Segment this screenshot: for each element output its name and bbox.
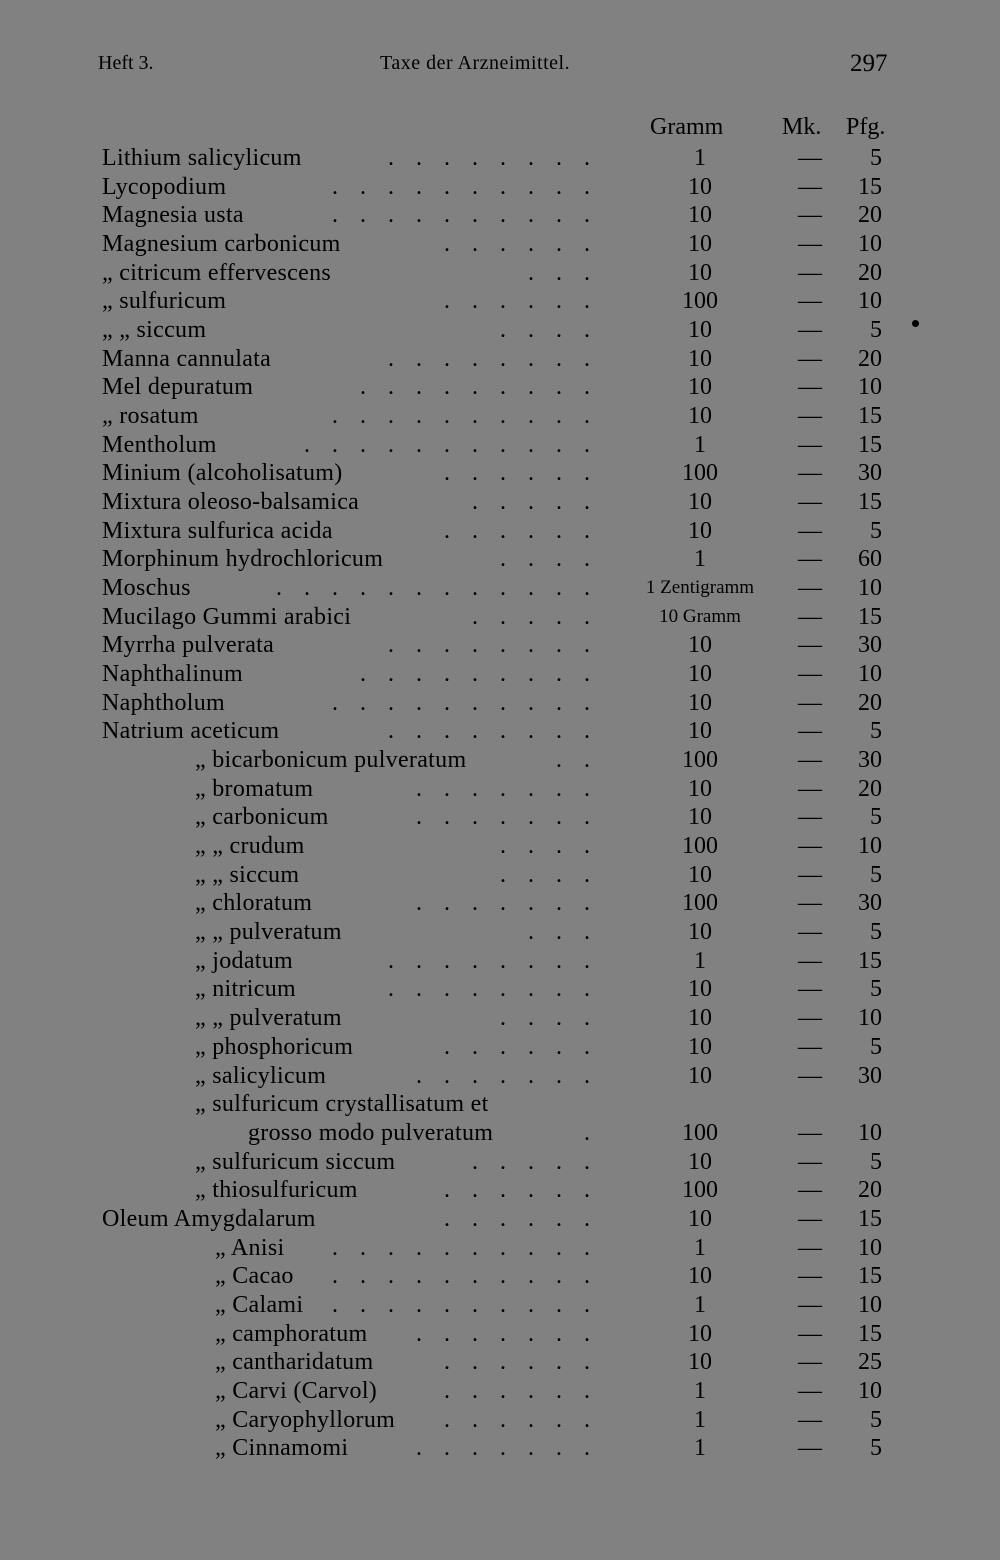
price-table [0, 114, 1000, 1463]
item-name: „ „ siccum [102, 317, 207, 344]
dot-leader: . . . . . . [444, 1205, 598, 1232]
table-row [0, 631, 1000, 660]
item-name: „ camphoratum [215, 1320, 368, 1347]
quantity-cell: 10 [688, 919, 712, 946]
dot-leader: . . . . . . [444, 517, 598, 544]
quantity-cell: 10 [688, 202, 712, 229]
mark-cell: — [798, 1119, 822, 1146]
item-name: „ „ pulveratum [195, 919, 342, 946]
item-name: „ salicylicum [195, 1062, 327, 1089]
pfennig-cell: 10 [858, 288, 882, 315]
table-row [0, 173, 1000, 202]
quantity-cell: 10 [688, 718, 712, 745]
mark-cell: — [798, 517, 822, 544]
mark-cell: — [798, 804, 822, 831]
mark-cell: — [798, 976, 822, 1003]
table-row [0, 918, 1000, 947]
item-name: Lithium salicylicum [102, 145, 302, 171]
item-name: „ bromatum [195, 775, 314, 802]
mark-cell: — [798, 689, 822, 716]
pfennig-cell: 5 [870, 861, 882, 888]
pfennig-cell: 5 [870, 517, 882, 544]
dot-leader: . . . . . . . . . . [332, 1291, 598, 1318]
quantity-cell: 10 [688, 1349, 712, 1376]
mark-cell: — [798, 546, 822, 573]
quantity-cell: 10 [688, 661, 712, 688]
dot-leader: . . . . . . . [416, 1062, 598, 1089]
mark-cell: — [798, 173, 822, 200]
pfennig-cell: 5 [870, 1148, 882, 1175]
pfennig-cell: 5 [870, 804, 882, 831]
pfennig-cell: 10 [858, 833, 882, 860]
dot-leader: . . . . . . [444, 1406, 598, 1433]
table-row [0, 431, 1000, 460]
mark-cell: — [798, 1377, 822, 1404]
mark-cell: — [798, 202, 822, 229]
pfennig-cell: 60 [858, 546, 882, 573]
mark-cell: — [798, 947, 822, 974]
issue-label: Heft 3. [98, 52, 154, 74]
table-row [0, 1205, 1000, 1234]
quantity-cell: 10 [688, 689, 712, 716]
mark-cell: — [798, 431, 822, 458]
item-name: „ Caryophyllorum [215, 1406, 396, 1433]
item-name: Myrrha pulverata [102, 632, 275, 659]
pfennig-cell: 10 [858, 1291, 882, 1318]
item-name: „ cantharidatum [215, 1349, 374, 1376]
pfennig-cell: 15 [858, 173, 882, 200]
pfennig-cell: 5 [870, 1406, 882, 1433]
pfennig-cell: 25 [858, 1349, 882, 1376]
column-header-gramm: Gramm [650, 114, 724, 140]
quantity-cell: 10 [688, 231, 712, 258]
dot-leader: . . . . [500, 1005, 598, 1032]
dot-leader: . . . . . . . . [388, 632, 598, 659]
item-name: „ sulfuricum crystallisatum et [195, 1091, 489, 1118]
dot-leader: . . . . . . [444, 288, 598, 315]
item-name: Manna cannulata [102, 345, 272, 372]
running-title: Taxe der Arzneimittel. [380, 52, 571, 74]
item-name: „ „ crudum [195, 833, 305, 860]
pfennig-cell: 10 [858, 1377, 882, 1404]
table-row [0, 803, 1000, 832]
pfennig-cell: 10 [858, 1005, 882, 1032]
dot-leader: . . . . [500, 861, 598, 888]
item-name: grosso modo pulveratum [248, 1119, 494, 1146]
dot-leader: . . . . . . . . . . . [304, 431, 598, 458]
quantity-cell: 1 [694, 1406, 706, 1433]
dot-leader: . . . . . . [444, 1377, 598, 1404]
table-row [0, 574, 1000, 603]
pfennig-cell: 20 [858, 775, 882, 802]
table-row [0, 1148, 1000, 1177]
pfennig-cell: 10 [858, 575, 882, 602]
mark-cell: — [798, 1062, 822, 1089]
mark-cell: — [798, 259, 822, 286]
item-name: Mentholum [102, 431, 217, 458]
item-name: „ chloratum [195, 890, 313, 917]
item-name: Oleum Amygdalarum [102, 1205, 316, 1232]
table-row [0, 345, 1000, 374]
table-row [0, 1090, 1000, 1119]
mark-cell: — [798, 1263, 822, 1290]
item-name: „ sulfuricum [102, 288, 227, 315]
table-row [0, 1320, 1000, 1349]
dot-leader: . . . . . . [444, 1349, 598, 1376]
mark-cell: — [798, 890, 822, 917]
dot-leader: . . . . . . [444, 1033, 598, 1060]
quantity-cell: 10 [688, 804, 712, 831]
quantity-cell: 1 [694, 1234, 706, 1261]
pfennig-cell: 10 [858, 1234, 882, 1261]
pfennig-cell: 5 [870, 919, 882, 946]
pfennig-cell: 5 [870, 1033, 882, 1060]
item-name: „ jodatum [195, 947, 294, 974]
item-name: „ rosatum [102, 403, 199, 430]
table-row [0, 287, 1000, 316]
pfennig-cell: 20 [858, 1177, 882, 1204]
item-name: Mucilago Gummi arabici [102, 603, 352, 630]
quantity-cell: 10 [688, 1263, 712, 1290]
quantity-cell: 100 [682, 747, 718, 774]
item-name: „ Carvi (Carvol) [215, 1377, 378, 1404]
item-name: Mixtura oleoso-balsamica [102, 489, 360, 516]
pfennig-cell: 30 [858, 890, 882, 917]
pfennig-cell: 5 [870, 976, 882, 1003]
quantity-cell: 10 [688, 173, 712, 200]
quantity-cell: 100 [682, 288, 718, 315]
item-name: „ Cinnamomi [215, 1435, 349, 1462]
table-row [0, 1348, 1000, 1377]
mark-cell: — [798, 1177, 822, 1204]
quantity-cell: 10 [688, 976, 712, 1003]
pfennig-cell: 15 [858, 603, 882, 630]
quantity-cell: 10 Gramm [659, 605, 741, 627]
quantity-cell: 1 Zentigramm [645, 577, 755, 599]
table-row [0, 603, 1000, 632]
item-name: „ phosphoricum [195, 1033, 354, 1060]
mark-cell: — [798, 919, 822, 946]
item-name: Lycopodium [102, 173, 227, 200]
dot-leader: . . . . . . [444, 1177, 598, 1204]
table-row [0, 947, 1000, 976]
mark-cell: — [798, 833, 822, 860]
pfennig-cell: 15 [858, 1205, 882, 1232]
pfennig-cell: 10 [858, 661, 882, 688]
table-row [0, 201, 1000, 230]
table-row [0, 545, 1000, 574]
quantity-cell: 10 [688, 1033, 712, 1060]
item-name: „ carbonicum [195, 804, 329, 831]
mark-cell: — [798, 1033, 822, 1060]
item-name: „ „ siccum [195, 861, 300, 888]
table-row [0, 1291, 1000, 1320]
item-name: Moschus [102, 575, 191, 602]
pfennig-cell: 10 [858, 374, 882, 401]
dot-leader: . . . . . [472, 1148, 598, 1175]
column-header-mk: Mk. [782, 114, 822, 140]
mark-cell: — [798, 317, 822, 344]
mark-cell: — [798, 775, 822, 802]
table-row [0, 975, 1000, 1004]
table-row [0, 889, 1000, 918]
pfennig-cell: 15 [858, 1263, 882, 1290]
item-name: Naphthalinum [102, 661, 243, 688]
pfennig-cell: 15 [858, 947, 882, 974]
mark-cell: — [798, 403, 822, 430]
pfennig-cell: 15 [858, 431, 882, 458]
quantity-cell: 10 [688, 632, 712, 659]
dot-leader: . . . . . . . . [388, 718, 598, 745]
quantity-cell: 1 [694, 1291, 706, 1318]
dot-leader: . . . . . . . [416, 1435, 598, 1462]
mark-cell: — [798, 288, 822, 315]
quantity-cell: 10 [688, 259, 712, 286]
table-row [0, 832, 1000, 861]
table-row [0, 1406, 1000, 1435]
table-row [0, 717, 1000, 746]
table-row [0, 459, 1000, 488]
quantity-cell: 10 [688, 1205, 712, 1232]
table-row [0, 259, 1000, 288]
item-name: Mixtura sulfurica acida [102, 517, 333, 544]
item-name: Minium (alcoholisatum) [102, 460, 343, 487]
table-row [0, 689, 1000, 718]
quantity-cell: 1 [694, 947, 706, 974]
quantity-cell: 1 [694, 1377, 706, 1404]
pfennig-cell: 30 [858, 747, 882, 774]
table-row [0, 775, 1000, 804]
quantity-cell: 10 [688, 317, 712, 344]
pfennig-cell: 30 [858, 1062, 882, 1089]
dot-leader: . . . . . . . . . . [332, 689, 598, 716]
pfennig-cell: 20 [858, 259, 882, 286]
dot-leader: . . . . . . . . . . [332, 1263, 598, 1290]
quantity-cell: 10 [688, 489, 712, 516]
item-name: „ Cacao [215, 1263, 294, 1290]
item-name: Naphtholum [102, 689, 225, 716]
mark-cell: — [798, 1148, 822, 1175]
quantity-cell: 1 [694, 546, 706, 573]
dot-leader: . . . . . . . [416, 1320, 598, 1347]
item-name: „ sulfuricum siccum [195, 1148, 396, 1175]
table-row [0, 660, 1000, 689]
table-row [0, 1176, 1000, 1205]
table-row [0, 746, 1000, 775]
dot-leader: . . . . . . [444, 460, 598, 487]
mark-cell: — [798, 489, 822, 516]
quantity-cell: 10 [688, 517, 712, 544]
item-name: „ bicarbonicum pulveratum [195, 747, 467, 774]
quantity-cell: 10 [688, 374, 712, 401]
quantity-cell: 10 [688, 1005, 712, 1032]
pfennig-cell: 5 [870, 145, 882, 171]
quantity-cell: 1 [694, 145, 706, 171]
dot-leader: . . . . . . . [416, 804, 598, 831]
mark-cell: — [798, 747, 822, 774]
column-header-pfg: Pfg. [846, 114, 886, 140]
mark-cell: — [798, 1406, 822, 1433]
table-row [0, 1004, 1000, 1033]
pfennig-cell: 30 [858, 460, 882, 487]
table-row [0, 230, 1000, 259]
table-row [0, 316, 1000, 345]
pfennig-cell: 20 [858, 345, 882, 372]
pfennig-cell: 5 [870, 1435, 882, 1462]
item-name: „ thiosulfuricum [195, 1177, 358, 1204]
dot-leader: . . . [528, 259, 598, 286]
quantity-cell: 10 [688, 1148, 712, 1175]
quantity-cell: 10 [688, 775, 712, 802]
pfennig-cell: 10 [858, 1119, 882, 1146]
mark-cell: — [798, 460, 822, 487]
table-row [0, 1377, 1000, 1406]
quantity-cell: 10 [688, 345, 712, 372]
dot-leader: . . . . . . . . . . . . [276, 575, 598, 602]
page-number: 297 [850, 50, 888, 77]
mark-cell: — [798, 1435, 822, 1462]
item-name: „ nitricum [195, 976, 296, 1003]
table-body [0, 144, 1000, 1463]
mark-cell: — [798, 632, 822, 659]
dot-leader: . . . . [500, 833, 598, 860]
table-row [0, 402, 1000, 431]
mark-cell: — [798, 1349, 822, 1376]
mark-cell: — [798, 1320, 822, 1347]
table-row [0, 144, 1000, 173]
mark-cell: — [798, 575, 822, 602]
dot-leader: . . . . . . . . . . [332, 202, 598, 229]
mark-cell: — [798, 345, 822, 372]
table-row [0, 1062, 1000, 1091]
pfennig-cell: 15 [858, 403, 882, 430]
item-name: „ „ pulveratum [195, 1005, 342, 1032]
quantity-cell: 1 [694, 431, 706, 458]
item-name: „ Anisi [215, 1234, 285, 1261]
pfennig-cell: 20 [858, 202, 882, 229]
dot-leader: . . . . [500, 546, 598, 573]
dot-leader: . . . . . . . . [388, 976, 598, 1003]
dot-leader: . . . [528, 919, 598, 946]
table-row [0, 1119, 1000, 1148]
item-name: „ citricum effervescens [102, 259, 332, 286]
dot-leader: . . . . . . . . . [360, 374, 598, 401]
pfennig-cell: 20 [858, 689, 882, 716]
pfennig-cell: 5 [870, 718, 882, 745]
dot-leader: . . . . . . . [416, 775, 598, 802]
table-row [0, 373, 1000, 402]
mark-cell: — [798, 374, 822, 401]
mark-cell: — [798, 231, 822, 258]
table-row [0, 1434, 1000, 1463]
mark-cell: — [798, 603, 822, 630]
mark-cell: — [798, 718, 822, 745]
dot-leader: . . . . . . . . [388, 345, 598, 372]
item-name: Magnesia usta [102, 202, 244, 229]
dot-leader: . . . . . . . . . . [332, 403, 598, 430]
table-row [0, 488, 1000, 517]
mark-cell: — [798, 861, 822, 888]
pfennig-cell: 30 [858, 632, 882, 659]
quantity-cell: 10 [688, 1320, 712, 1347]
mark-cell: — [798, 1205, 822, 1232]
table-row [0, 1033, 1000, 1062]
item-name: Natrium aceticum [102, 718, 280, 745]
table-row [0, 1262, 1000, 1291]
dot-leader: . . . . . . . . [388, 145, 598, 171]
quantity-cell: 1 [694, 1435, 706, 1462]
mark-cell: — [798, 145, 822, 171]
pfennig-cell: 5 [870, 317, 882, 344]
quantity-cell: 100 [682, 1177, 718, 1204]
pfennig-cell: 15 [858, 1320, 882, 1347]
item-name: Morphinum hydrochloricum [102, 546, 384, 573]
dot-leader: . . . . . . . . [388, 947, 598, 974]
dot-leader: . . . . . . [444, 231, 598, 258]
table-row [0, 861, 1000, 890]
quantity-cell: 100 [682, 833, 718, 860]
dot-leader: . . . . . [472, 489, 598, 516]
quantity-cell: 100 [682, 890, 718, 917]
dot-leader: . . [556, 747, 598, 774]
mark-cell: — [798, 1234, 822, 1261]
quantity-cell: 10 [688, 861, 712, 888]
dot-leader: . . . . [500, 317, 598, 344]
pfennig-cell: 15 [858, 489, 882, 516]
mark-cell: — [798, 661, 822, 688]
table-row [0, 517, 1000, 546]
dot-leader: . [584, 1119, 598, 1146]
page-header [0, 50, 1000, 86]
dot-leader: . . . . . . . . . . [332, 1234, 598, 1261]
quantity-cell: 100 [682, 460, 718, 487]
quantity-cell: 10 [688, 1062, 712, 1089]
quantity-cell: 10 [688, 403, 712, 430]
dot-leader: . . . . . [472, 603, 598, 630]
dot-leader: . . . . . . . . . [360, 661, 598, 688]
item-name: Mel depuratum [102, 374, 254, 401]
pfennig-cell: 10 [858, 231, 882, 258]
dot-leader: . . . . . . . . . . [332, 173, 598, 200]
item-name: Magnesium carbonicum [102, 231, 341, 258]
table-row [0, 1234, 1000, 1263]
dot-leader: . . . . . . . [416, 890, 598, 917]
mark-cell: — [798, 1291, 822, 1318]
mark-cell: — [798, 1005, 822, 1032]
column-headers [0, 114, 1000, 144]
item-name: „ Calami [215, 1291, 304, 1318]
quantity-cell: 100 [682, 1119, 718, 1146]
